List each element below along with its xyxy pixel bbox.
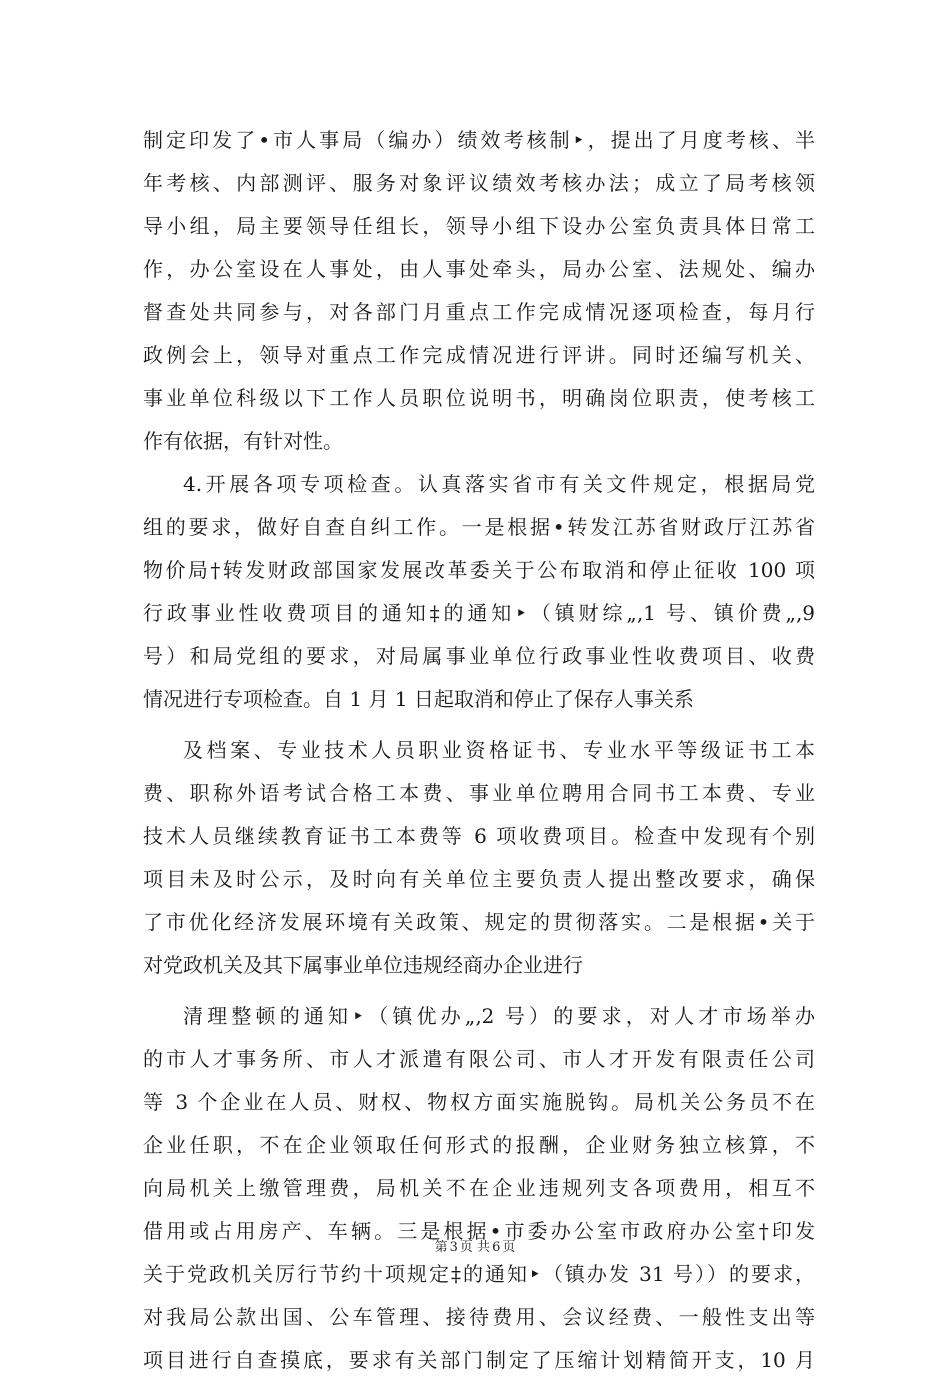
text-line: 对党政机关及其下属事业单位违规经商办企业进行 [143,953,583,977]
text-line: 作有依据，有针对性。 [143,429,343,453]
paragraph-rectification [143,995,815,1382]
text-line: 项目未及时公示，及时向有关单位主要负责人提出整改要求，确保 [143,867,815,891]
text-line: 行政事业性收费项目的通知‡的通知‣（镇财综„‚1 号、镇价费„‚9 [143,601,815,625]
text-line: 了市优化经济发展环境有关政策、规定的贯彻落实。二是根据•关于 [143,910,815,934]
paragraph-gap [143,987,815,995]
text-line: 等 3 个企业在人员、财权、物权方面实施脱钩。局机关公务员不在 [143,1090,815,1114]
current-page-number: 3 [449,1240,458,1255]
text-line: 年考核、内部测评、服务对象评议绩效考核办法；成立了局考核领 [143,171,815,195]
text-line: 4.开展各项专项检查。认真落实省市有关文件规定，根据局党 [183,472,815,496]
paragraph-gap [143,721,815,729]
footer-prefix: 第 [434,1240,448,1255]
text-line: 的市人才事务所、市人才派遣有限公司、市人才开发有限责任公司 [143,1047,815,1071]
text-line: 清理整顿的通知‣（镇优办„‚2 号）的要求，对人才市场举办 [183,1004,815,1028]
text-line: 费、职称外语考试合格工本费、事业单位聘用合同书工本费、专业 [143,781,815,805]
page-footer [0,1238,950,1258]
text-line: 技术人员继续教育证书工本费等 6 项收费项目。检查中发现有个别 [143,824,815,848]
text-line: 向局机关上缴管理费，局机关不在企业违规列支各项费用，相互不 [143,1176,815,1200]
text-line: 事业单位科级以下工作人员职位说明书，明确岗位职责，使考核工 [143,386,815,410]
text-line: 情况进行专项检查。自 1 月 1 日起取消和停止了保存人事关系 [143,687,694,711]
total-page-number: 6 [492,1240,501,1255]
paragraph-special-inspection [143,463,815,721]
text-line: 物价局†转发财政部国家发展改革委关于公布取消和停止征收 100 项 [143,558,815,582]
paragraph-performance-assessment [143,119,815,463]
text-line: 借用或占用房产、车辆。三是根据•市委办公室市政府办公室†印发 [143,1219,815,1243]
text-line: 企业任职，不在企业领取任何形式的报酬，企业财务独立核算，不 [143,1133,815,1157]
text-line: 对我局公款出国、公车管理、接待费用、会议经费、一般性支出等 [143,1305,815,1329]
text-line: 政例会上，领导对重点工作完成情况进行评讲。同时还编写机关、 [143,343,815,367]
text-line: 作，办公室设在人事处，由人事处牵头，局办公室、法规处、编办 [143,257,815,281]
text-line: 督查处共同参与，对各部门月重点工作完成情况逐项检查，每月行 [143,300,815,324]
footer-middle: 页 共 [459,1240,491,1255]
footer-suffix: 页 [502,1240,516,1255]
document-body [143,119,815,1382]
text-line: 项目进行自查摸底，要求有关部门制定了压缩计划精简开支，10 月 [143,1348,815,1372]
text-line: 制定印发了•市人事局（编办）绩效考核制‣，提出了月度考核、半 [143,128,815,152]
text-line: 及档案、专业技术人员职业资格证书、专业水平等级证书工本 [183,738,815,762]
text-line: 关于党政机关厉行节约十项规定‡的通知‣（镇办发 31 号））的要求， [143,1262,815,1286]
text-line: 组的要求，做好自查自纠工作。一是根据•转发江苏省财政厅江苏省 [143,515,815,539]
paragraph-fee-items [143,729,815,987]
text-line: 导小组，局主要领导任组长，领导小组下设办公室负责具体日常工 [143,214,815,238]
text-line: 号）和局党组的要求，对局属事业单位行政事业性收费项目、收费 [143,644,815,668]
